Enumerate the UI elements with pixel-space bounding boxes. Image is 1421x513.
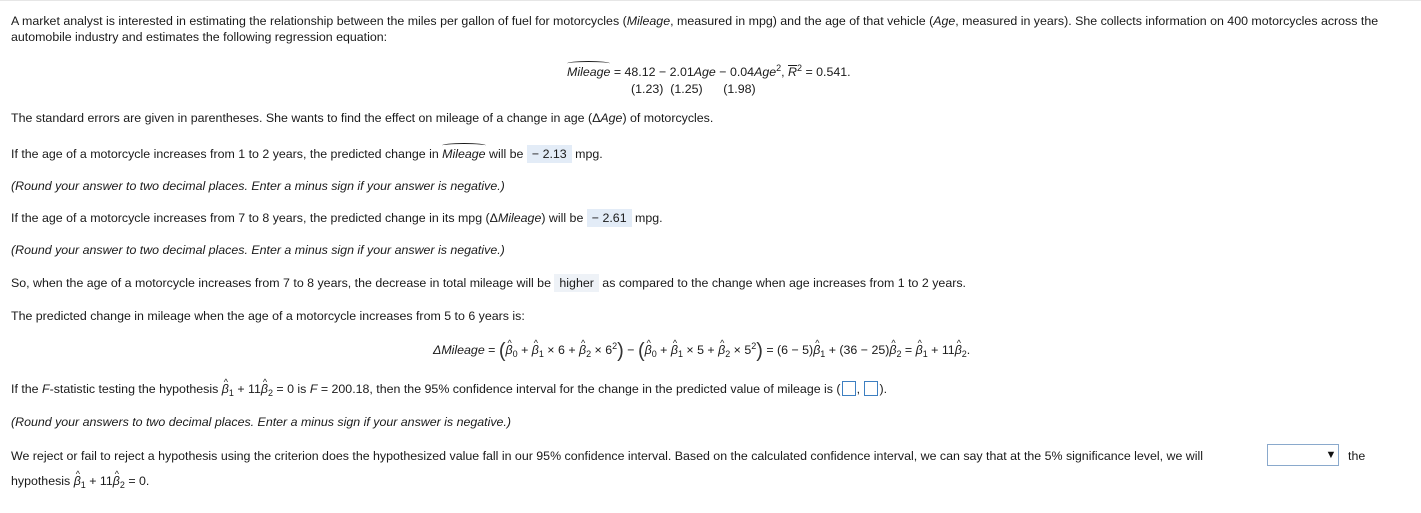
eq-age: Age: [693, 65, 716, 79]
question-6-the: the: [1348, 449, 1366, 463]
eq2-sub: 2: [961, 349, 967, 359]
eq2-sub: 1: [677, 349, 683, 359]
eq2-b1-2: ^ β: [671, 342, 678, 358]
eq2-t2b: × 5: [730, 343, 752, 357]
eq2-end: .: [966, 343, 971, 357]
se-age: Age: [600, 111, 623, 125]
eq2-minus: −: [623, 343, 638, 357]
q6-text-d: = 0.: [124, 474, 150, 488]
se-text-a: The standard errors are given in parentheses. She wants to find the effect on mileage of a change in age (Δ: [11, 111, 601, 125]
eq2-sub: 2: [725, 349, 731, 359]
eq2-sub: 1: [820, 349, 826, 359]
eq2-lhs: ΔMileage: [433, 343, 485, 357]
answer-q1[interactable]: − 2.13: [527, 145, 572, 163]
eq2-sq: 2: [751, 341, 757, 351]
eq2-sub: 1: [538, 349, 544, 359]
q5-f2: F: [309, 382, 318, 396]
eq2-b1-1: ^ β: [532, 342, 539, 358]
intro-paragraph: [11, 13, 1406, 45]
question-3: [11, 274, 966, 292]
eq2-b2-4: ^ β: [955, 342, 962, 358]
question-1: [11, 145, 603, 163]
q5-f: F: [42, 382, 50, 396]
q6-plus: + 11: [85, 474, 113, 488]
q1-text-a: If the age of a motorcycle increases from 1 to 2 years, the predicted change in: [11, 147, 443, 161]
note-1-text: (Round your answer to two decimal places. Enter a minus sign if your answer is negative.): [11, 179, 505, 193]
eq2-plus: +: [517, 343, 532, 357]
note-2-text: (Round your answer to two decimal places. Enter a minus sign if your answer is negative.): [11, 243, 505, 257]
eq2-sub: 1: [922, 349, 928, 359]
answer-q3-select[interactable]: higher: [554, 274, 598, 292]
eq2-sub: 2: [896, 349, 902, 359]
eq2-b2-3: ^ β: [889, 342, 896, 358]
eq-age-sq: Age: [754, 65, 777, 79]
top-divider: [0, 0, 1421, 1]
eq2-b0-2: ^ β: [645, 342, 652, 358]
note-3-text: (Round your answers to two decimal places. Enter a minus sign if your answer is negative.): [11, 415, 511, 429]
ci-lower-input[interactable]: [842, 381, 856, 396]
eq2-rhs4: + 11: [927, 343, 955, 357]
eq-exp: 2: [776, 63, 782, 73]
question-2: [11, 209, 663, 227]
eq-sep: ,: [781, 65, 789, 79]
eq2-plus: +: [656, 343, 671, 357]
q2-unit: mpg.: [631, 211, 663, 225]
q2-text-a: If the age of a motorcycle increases from 7 to 8 years, the predicted change in its mpg (Δ: [11, 211, 498, 225]
intro-age: Age: [933, 14, 956, 28]
q6-b1: ^ β: [74, 473, 81, 489]
eq2-b2-2: ^ β: [718, 342, 725, 358]
intro-mileage: Mileage: [626, 14, 671, 28]
eq2-b1-3: ^ β: [813, 342, 820, 358]
q6-sub: 2: [119, 480, 125, 490]
question-6-text: We reject or fail to reject a hypothesis using the criterion does the hypothesized value fall in our 95% confidence interval. Based on the calculated confidence interval, we can say that at the 5% significance level, we will: [11, 449, 1204, 463]
intro-text-3: , measured in years). She collects information on 400 motorcycles across the automobile industry and estimates the following regression equation:: [11, 14, 1379, 44]
q5-comma: ,: [856, 382, 864, 396]
q2-mileage: Mileage: [497, 211, 542, 225]
q5-plus: + 11: [233, 382, 261, 396]
q2-text-b: ) will be: [541, 211, 587, 225]
answer-q2[interactable]: − 2.61: [587, 209, 632, 227]
q1-unit: mpg.: [571, 147, 603, 161]
standard-errors: (1.23) (1.25) (1.98): [631, 82, 756, 96]
q5-sub: 1: [228, 388, 234, 398]
q5-b2: ^ β: [261, 381, 268, 397]
eq-part-2: − 0.04: [715, 65, 755, 79]
eq2-sub: 0: [651, 349, 657, 359]
eq2-rhs2: + (36 − 25): [825, 343, 890, 357]
q3-text-a: So, when the age of a motorcycle increases from 7 to 8 years, the decrease in total mileage will be: [11, 276, 555, 290]
eq2-sub: 0: [512, 349, 518, 359]
chevron-down-icon[interactable]: ▼: [1325, 449, 1337, 461]
r2-value: = 0.541.: [802, 65, 851, 79]
se-paragraph: [11, 110, 713, 126]
eq2-open-paren-1: (: [498, 340, 506, 362]
question-4: The predicted change in mileage when the age of a motorcycle increases from 5 to 6 years is:: [11, 309, 525, 323]
eq2-sq: 2: [612, 341, 618, 351]
eq2-b0-1: ^ β: [506, 342, 513, 358]
eq2-t1: × 6 +: [543, 343, 579, 357]
decision-select[interactable]: [1267, 444, 1339, 466]
q5-text-a: If the: [11, 382, 42, 396]
q3-text-b: as compared to the change when age increases from 1 to 2 years.: [598, 276, 966, 290]
eq2-b1-4: ^ β: [916, 342, 923, 358]
question-6-hypothesis: [11, 473, 149, 489]
question-5: [11, 381, 887, 397]
q5-text-c: = 0 is: [272, 382, 310, 396]
eq2-eqsign: =: [484, 343, 499, 357]
intro-text-2: , measured in mpg) and the age of that vehicle (: [670, 14, 934, 28]
q5-text-e: ).: [879, 382, 888, 396]
q5-text-b: -statistic testing the hypothesis: [49, 382, 222, 396]
se-text-b: ) of motorcycles.: [622, 111, 714, 125]
eq-part-1: = 48.12 − 2.01: [610, 65, 694, 79]
regression-equation: [567, 64, 851, 80]
note-1: [11, 178, 505, 194]
q5-sub: 2: [267, 388, 273, 398]
q6-b2: ^ β: [113, 473, 120, 489]
eq2-rhs: = (6 − 5): [762, 343, 814, 357]
note-3: [11, 414, 511, 430]
mileage-hat: Mileage: [567, 65, 611, 79]
eq2-t1b: × 6: [591, 343, 613, 357]
eq2-t2: × 5 +: [682, 343, 719, 357]
intro-text-1: A market analyst is interested in estimating the relationship between the miles per gallon of fuel for motorcycles (: [11, 14, 627, 28]
q1-text-b: will be: [485, 147, 527, 161]
delta-mileage-equation: [433, 340, 971, 362]
eq2-open-paren-2: (: [637, 340, 645, 362]
eq2-sub: 2: [586, 349, 592, 359]
eq2-close-paren-1: ): [617, 340, 624, 362]
eq2-rhs3: =: [901, 343, 916, 357]
eq2-b2-1: ^ β: [579, 342, 586, 358]
q5-b1: ^ β: [222, 381, 229, 397]
q6-sub: 1: [80, 480, 86, 490]
q1-mileage-hat: Mileage: [442, 147, 486, 161]
note-2: [11, 242, 505, 258]
eq2-close-paren-2: ): [756, 340, 763, 362]
q6-text-c: hypothesis: [11, 474, 74, 488]
r-exp: 2: [796, 63, 802, 73]
ci-upper-input[interactable]: [864, 381, 878, 396]
q5-text-d: = 200.18, then the 95% confidence interval for the change in the predicted value of mileage is (: [317, 382, 841, 396]
r-bar: R: [788, 65, 797, 79]
